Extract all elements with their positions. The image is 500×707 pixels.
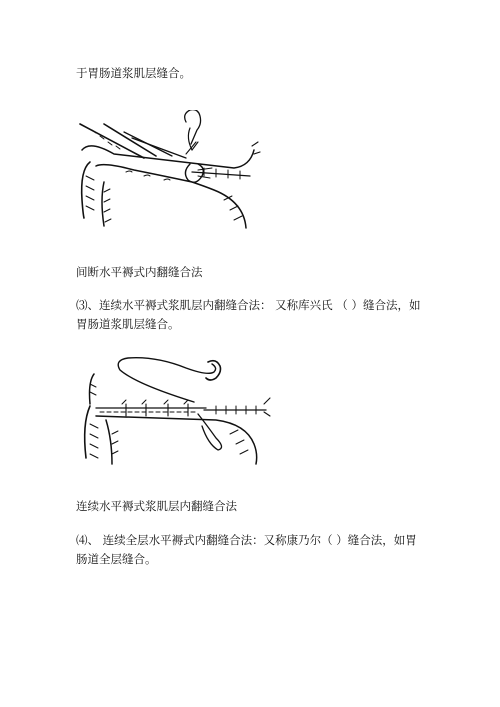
paragraph-line: 肠道全层缝合。 xyxy=(76,552,157,566)
figure-interrupted-suture xyxy=(74,110,274,235)
paragraph-line: ⑶、连续水平褥式浆肌层内翻缝合法： 又称库兴氏 （ ）缝合法，如 xyxy=(76,298,421,312)
paragraph-line: 胃肠道浆肌层缝合。 xyxy=(76,317,180,331)
paragraph-line: ⑷、 连续全层水平褥式内翻缝合法：又称康乃尔（ ）缝合法，如胃 xyxy=(76,533,417,547)
figure-caption: 间断水平褥式内翻缝合法 xyxy=(76,265,203,279)
figure-continuous-suture xyxy=(76,354,272,479)
text-line: 于胃肠道浆肌层缝合。 xyxy=(76,66,191,80)
figure-caption: 连续水平褥式浆肌层内翻缝合法 xyxy=(76,499,237,513)
